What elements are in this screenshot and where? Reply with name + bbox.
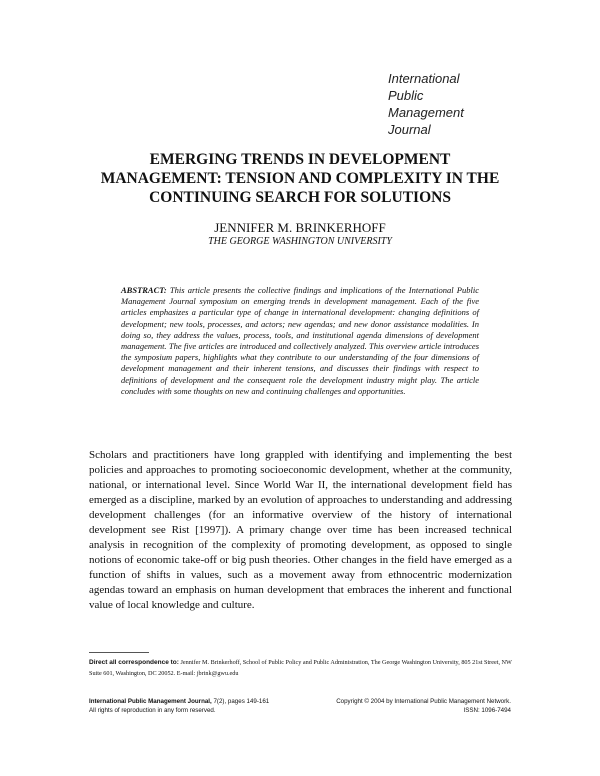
citation (89, 697, 269, 706)
correspondence (89, 657, 519, 679)
correspondence-text: Jennifer M. Brinkerhoff, School of Public Policy and Public Administration, The George Washington University, 805 21st Street, NW Suite 601, Washington, DC 20052. E-mail: jbrink@gwu.edu (89, 659, 512, 677)
author-name: JENNIFER M. BRINKERHOFF (214, 220, 386, 235)
citation-block (89, 697, 269, 715)
journal-name-line: Management (388, 105, 464, 120)
citation-text: 7(2), pages 149-161 (213, 698, 270, 705)
journal-name-line: Public (388, 88, 424, 103)
footnote-rule (89, 652, 149, 653)
correspondence-label: Direct all correspondence to: (89, 659, 179, 666)
abstract-label: ABSTRACT: (121, 285, 167, 295)
article-title: EMERGING TRENDS IN DEVELOPMENT MANAGEMENT: TENSION AND COMPLEXITY IN THE CONTINUING SEARCH FOR SOLUTIONS (100, 151, 500, 206)
body-paragraph: Scholars and practitioners have long grappled with identifying and implementing the best policies and approaches to promoting socioeconomic development, whether at the community, national, or international level. Since World War II, the international development field has emerged as a discipline, marked by an evolution of approaches to understanding and addressing development challenges (for an informative overview of the history of international development see Rist [1997]). A primary change over time has been increased technical analysis in recognition of the complexity of promoting development, as opposed to single notions of economic take-off or big push theories. Other changes in the field have emerged as a function of shifts in values, such as a movement away from ethnocentric modernization agendas toward an emphasis on human development that embraces the inherent and functional value of local knowledge and culture. (89, 449, 512, 611)
abstract-text: This article presents the collective findings and implications of the International Public Management Journal symposium on emerging trends in development management. Each of the five articles emphasizes a particular type of change in international development: changing definitions of development; new tools, processes, and actors; new agendas; and new donor assistance modalities. In doing so, they address the values, process, tools, and institutional agenda dimensions of development management. The five articles are introduced and collectively analyzed. This overview article introduces the symposium papers, highlights what they contribute to our understanding of the four dimensions of development management and their inherent tensions, and discusses their findings with respect to definitions of development and the consequent role the development industry might play. The article concludes with some thoughts on new and continuing challenges and opportunities. (121, 285, 479, 396)
journal-name-line: Journal (388, 122, 431, 137)
copyright-notice: Copyright © 2004 by International Public Management Network. (336, 698, 511, 705)
journal-name (388, 70, 464, 138)
issn: ISSN: 1096-7494 (463, 707, 511, 714)
rights-notice: All rights of reproduction in any form reserved. (89, 707, 216, 714)
citation-label: International Public Management Journal, (89, 698, 212, 705)
copyright-block (336, 697, 511, 715)
abstract (121, 285, 479, 397)
journal-name-line: International (388, 71, 460, 86)
author-affiliation: THE GEORGE WASHINGTON UNIVERSITY (208, 236, 392, 247)
